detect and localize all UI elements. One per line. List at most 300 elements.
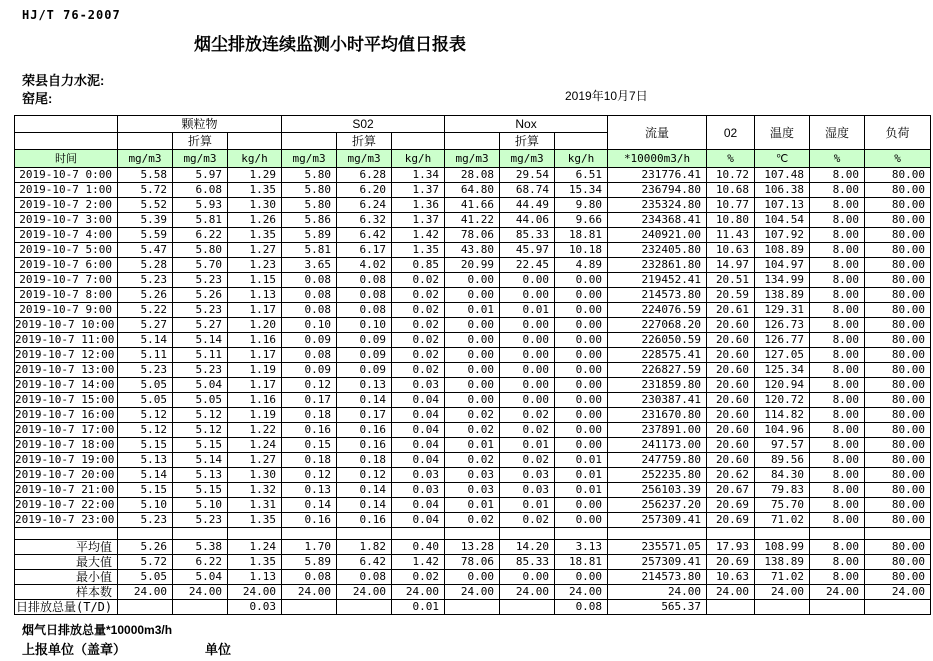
value-cell: 0.04 [392, 498, 445, 513]
value-cell: 0.01 [500, 303, 555, 318]
summary-value-cell: 8.00 [810, 540, 865, 555]
value-cell: 106.38 [755, 183, 810, 198]
value-cell: 0.15 [282, 438, 337, 453]
time-cell: 2019-10-7 20:00 [15, 468, 118, 483]
value-cell: 44.06 [500, 213, 555, 228]
empty-cell [707, 528, 755, 540]
value-cell: 0.02 [500, 423, 555, 438]
value-cell: 8.00 [810, 303, 865, 318]
time-cell: 2019-10-7 3:00 [15, 213, 118, 228]
summary-value-cell: 24.00 [173, 585, 228, 600]
time-cell: 2019-10-7 6:00 [15, 258, 118, 273]
table-row [15, 363, 931, 378]
value-cell: 20.62 [707, 468, 755, 483]
value-cell: 20.60 [707, 453, 755, 468]
summary-value-cell: 85.33 [500, 555, 555, 570]
value-cell: 0.01 [500, 438, 555, 453]
value-cell: 20.60 [707, 348, 755, 363]
summary-value-cell: 1.13 [228, 570, 282, 585]
value-cell: 235324.80 [608, 198, 707, 213]
empty-cell [755, 528, 810, 540]
value-cell: 8.00 [810, 258, 865, 273]
value-cell: 8.00 [810, 228, 865, 243]
value-cell: 15.34 [555, 183, 608, 198]
time-cell: 2019-10-7 16:00 [15, 408, 118, 423]
value-cell: 10.72 [707, 168, 755, 183]
value-cell: 80.00 [865, 348, 931, 363]
value-cell: 0.16 [337, 438, 392, 453]
table-row [15, 408, 931, 423]
value-cell: 0.18 [282, 453, 337, 468]
summary-value-cell: 6.42 [337, 555, 392, 570]
value-cell: 0.10 [282, 318, 337, 333]
value-cell: 80.00 [865, 378, 931, 393]
value-cell: 0.12 [337, 468, 392, 483]
value-cell: 0.16 [282, 513, 337, 528]
value-cell: 231776.41 [608, 168, 707, 183]
value-cell: 80.00 [865, 303, 931, 318]
value-cell: 20.69 [707, 513, 755, 528]
value-cell: 0.01 [555, 468, 608, 483]
value-cell: 0.00 [500, 363, 555, 378]
empty-cell [810, 528, 865, 540]
summary-label: 最小值 [15, 570, 118, 585]
value-cell: 1.13 [228, 288, 282, 303]
time-cell: 2019-10-7 15:00 [15, 393, 118, 408]
summary-value-cell [707, 600, 755, 615]
summary-value-cell: 24.00 [282, 585, 337, 600]
value-cell: 0.01 [445, 498, 500, 513]
value-cell: 0.02 [445, 408, 500, 423]
time-cell: 2019-10-7 14:00 [15, 378, 118, 393]
summary-value-cell: 8.00 [810, 555, 865, 570]
value-cell: 0.02 [500, 408, 555, 423]
value-cell: 8.00 [810, 288, 865, 303]
summary-value-cell: 0.08 [337, 570, 392, 585]
summary-value-cell: 214573.80 [608, 570, 707, 585]
summary-value-cell: 5.89 [282, 555, 337, 570]
value-cell: 5.12 [173, 408, 228, 423]
time-cell: 2019-10-7 8:00 [15, 288, 118, 303]
value-cell: 80.00 [865, 288, 931, 303]
value-cell: 5.05 [118, 378, 173, 393]
value-cell: 0.08 [282, 348, 337, 363]
value-cell: 0.00 [445, 378, 500, 393]
empty-cell [15, 528, 118, 540]
value-cell: 0.13 [282, 483, 337, 498]
summary-value-cell: 1.82 [337, 540, 392, 555]
value-cell: 1.30 [228, 468, 282, 483]
value-cell: 20.67 [707, 483, 755, 498]
time-cell: 2019-10-7 21:00 [15, 483, 118, 498]
value-cell: 0.00 [500, 333, 555, 348]
value-cell: 43.80 [445, 243, 500, 258]
value-cell: 134.99 [755, 273, 810, 288]
value-cell: 232861.80 [608, 258, 707, 273]
header-o2: 02 [707, 116, 755, 150]
unit-cell: % [707, 150, 755, 168]
unit-label: 单位 [205, 642, 232, 657]
value-cell: 1.17 [228, 348, 282, 363]
value-cell: 0.12 [282, 468, 337, 483]
summary-value-cell: 138.89 [755, 555, 810, 570]
summary-value-cell: 5.04 [173, 570, 228, 585]
empty-cell [282, 528, 337, 540]
value-cell: 0.16 [282, 423, 337, 438]
value-cell: 5.23 [173, 513, 228, 528]
summary-value-cell: 78.06 [445, 555, 500, 570]
value-cell: 20.60 [707, 333, 755, 348]
value-cell: 0.00 [555, 423, 608, 438]
value-cell: 0.00 [555, 438, 608, 453]
value-cell: 0.14 [337, 498, 392, 513]
time-cell: 2019-10-7 23:00 [15, 513, 118, 528]
value-cell: 20.60 [707, 393, 755, 408]
value-cell: 1.29 [228, 168, 282, 183]
value-cell: 68.74 [500, 183, 555, 198]
header-empty-cell [445, 133, 500, 150]
summary-row [15, 540, 931, 555]
value-cell: 5.15 [118, 438, 173, 453]
value-cell: 104.96 [755, 423, 810, 438]
summary-value-cell: 10.63 [707, 570, 755, 585]
station-name: 窑尾: [22, 91, 53, 106]
unit-cell: *10000m3/h [608, 150, 707, 168]
summary-value-cell: 24.00 [337, 585, 392, 600]
value-cell: 241173.00 [608, 438, 707, 453]
value-cell: 20.60 [707, 408, 755, 423]
value-cell: 14.97 [707, 258, 755, 273]
value-cell: 80.00 [865, 318, 931, 333]
table-row [15, 498, 931, 513]
value-cell: 5.26 [118, 288, 173, 303]
value-cell: 0.04 [392, 393, 445, 408]
value-cell: 1.32 [228, 483, 282, 498]
unit-cell: kg/h [228, 150, 282, 168]
time-cell: 2019-10-7 18:00 [15, 438, 118, 453]
summary-value-cell: 0.00 [555, 570, 608, 585]
value-cell: 80.00 [865, 453, 931, 468]
value-cell: 1.20 [228, 318, 282, 333]
summary-value-cell: 0.08 [282, 570, 337, 585]
value-cell: 0.00 [445, 333, 500, 348]
header-units-row [15, 150, 931, 168]
value-cell: 5.89 [282, 228, 337, 243]
value-cell: 80.00 [865, 333, 931, 348]
value-cell: 0.04 [392, 513, 445, 528]
summary-value-cell: 565.37 [608, 600, 707, 615]
value-cell: 224076.59 [608, 303, 707, 318]
value-cell: 0.17 [337, 408, 392, 423]
value-cell: 5.10 [173, 498, 228, 513]
value-cell: 8.00 [810, 378, 865, 393]
summary-value-cell: 14.20 [500, 540, 555, 555]
summary-value-cell: 18.81 [555, 555, 608, 570]
empty-cell [865, 528, 931, 540]
value-cell: 5.27 [118, 318, 173, 333]
value-cell: 107.48 [755, 168, 810, 183]
value-cell: 0.00 [555, 288, 608, 303]
time-cell: 2019-10-7 9:00 [15, 303, 118, 318]
unit-cell: kg/h [555, 150, 608, 168]
value-cell: 20.60 [707, 318, 755, 333]
value-cell: 20.60 [707, 438, 755, 453]
summary-value-cell: 80.00 [865, 555, 931, 570]
value-cell: 6.24 [337, 198, 392, 213]
summary-value-cell: 0.08 [555, 600, 608, 615]
header-converted-nox: 折算 [500, 133, 555, 150]
value-cell: 5.15 [173, 483, 228, 498]
value-cell: 1.35 [392, 243, 445, 258]
value-cell: 0.01 [500, 498, 555, 513]
value-cell: 226827.59 [608, 363, 707, 378]
value-cell: 5.80 [173, 243, 228, 258]
value-cell: 0.00 [445, 318, 500, 333]
value-cell: 8.00 [810, 243, 865, 258]
value-cell: 97.57 [755, 438, 810, 453]
summary-row [15, 585, 931, 600]
table-body [15, 168, 931, 615]
value-cell: 20.69 [707, 498, 755, 513]
table-row [15, 393, 931, 408]
header-group-nox: Nox [445, 116, 608, 133]
value-cell: 1.26 [228, 213, 282, 228]
value-cell: 0.02 [392, 333, 445, 348]
table-row [15, 213, 931, 228]
value-cell: 5.15 [173, 438, 228, 453]
report-table [14, 115, 931, 615]
value-cell: 0.00 [500, 318, 555, 333]
value-cell: 8.00 [810, 348, 865, 363]
value-cell: 0.02 [392, 318, 445, 333]
value-cell: 6.51 [555, 168, 608, 183]
time-cell: 2019-10-7 5:00 [15, 243, 118, 258]
value-cell: 45.97 [500, 243, 555, 258]
value-cell: 8.00 [810, 168, 865, 183]
value-cell: 114.82 [755, 408, 810, 423]
value-cell: 219452.41 [608, 273, 707, 288]
value-cell: 80.00 [865, 363, 931, 378]
summary-value-cell: 24.00 [707, 585, 755, 600]
value-cell: 5.15 [118, 483, 173, 498]
separator-row [15, 528, 931, 540]
summary-value-cell [445, 600, 500, 615]
value-cell: 75.70 [755, 498, 810, 513]
value-cell: 5.58 [118, 168, 173, 183]
table-row [15, 423, 931, 438]
summary-value-cell: 24.00 [608, 585, 707, 600]
value-cell: 107.13 [755, 198, 810, 213]
value-cell: 126.77 [755, 333, 810, 348]
summary-row [15, 570, 931, 585]
value-cell: 5.59 [118, 228, 173, 243]
value-cell: 5.23 [118, 363, 173, 378]
value-cell: 10.18 [555, 243, 608, 258]
value-cell: 6.17 [337, 243, 392, 258]
value-cell: 0.00 [445, 288, 500, 303]
value-cell: 0.02 [392, 303, 445, 318]
flue-gas-total-note: 烟气日排放总量*10000m3/h [22, 623, 173, 637]
value-cell: 0.02 [445, 453, 500, 468]
value-cell: 1.17 [228, 303, 282, 318]
value-cell: 18.81 [555, 228, 608, 243]
value-cell: 8.00 [810, 513, 865, 528]
value-cell: 80.00 [865, 183, 931, 198]
summary-value-cell [810, 600, 865, 615]
value-cell: 5.28 [118, 258, 173, 273]
value-cell: 20.60 [707, 378, 755, 393]
value-cell: 8.00 [810, 363, 865, 378]
value-cell: 0.02 [500, 513, 555, 528]
value-cell: 1.42 [392, 228, 445, 243]
value-cell: 5.81 [173, 213, 228, 228]
header-converted-so2: 折算 [337, 133, 392, 150]
value-cell: 1.24 [228, 438, 282, 453]
value-cell: 85.33 [500, 228, 555, 243]
value-cell: 1.34 [392, 168, 445, 183]
value-cell: 0.09 [282, 333, 337, 348]
value-cell: 5.97 [173, 168, 228, 183]
value-cell: 64.80 [445, 183, 500, 198]
value-cell: 5.12 [118, 423, 173, 438]
summary-value-cell: 1.35 [228, 555, 282, 570]
summary-value-cell: 80.00 [865, 540, 931, 555]
value-cell: 0.08 [282, 288, 337, 303]
header-humidity: 湿度 [810, 116, 865, 150]
summary-label: 最大值 [15, 555, 118, 570]
value-cell: 8.00 [810, 438, 865, 453]
value-cell: 0.04 [392, 408, 445, 423]
value-cell: 1.19 [228, 408, 282, 423]
value-cell: 8.00 [810, 198, 865, 213]
summary-value-cell: 3.13 [555, 540, 608, 555]
value-cell: 256103.39 [608, 483, 707, 498]
value-cell: 8.00 [810, 333, 865, 348]
table-row [15, 438, 931, 453]
value-cell: 0.08 [282, 303, 337, 318]
summary-value-cell: 0.00 [445, 570, 500, 585]
value-cell: 0.01 [555, 483, 608, 498]
value-cell: 71.02 [755, 513, 810, 528]
summary-value-cell: 0.02 [392, 570, 445, 585]
value-cell: 6.42 [337, 228, 392, 243]
reporting-unit-label: 上报单位（盖章） [22, 642, 127, 657]
time-cell: 2019-10-7 2:00 [15, 198, 118, 213]
value-cell: 0.03 [392, 468, 445, 483]
value-cell: 231859.80 [608, 378, 707, 393]
value-cell: 5.13 [173, 468, 228, 483]
summary-value-cell: 257309.41 [608, 555, 707, 570]
value-cell: 0.00 [500, 348, 555, 363]
time-cell: 2019-10-7 17:00 [15, 423, 118, 438]
summary-label: 样本数 [15, 585, 118, 600]
value-cell: 127.05 [755, 348, 810, 363]
value-cell: 228575.41 [608, 348, 707, 363]
value-cell: 0.00 [445, 363, 500, 378]
value-cell: 240921.00 [608, 228, 707, 243]
value-cell: 20.59 [707, 288, 755, 303]
empty-cell [392, 528, 445, 540]
header-empty-cell [15, 133, 118, 150]
summary-value-cell: 0.03 [228, 600, 282, 615]
summary-value-cell: 13.28 [445, 540, 500, 555]
empty-cell [500, 528, 555, 540]
value-cell: 0.00 [500, 288, 555, 303]
value-cell: 80.00 [865, 228, 931, 243]
value-cell: 0.17 [282, 393, 337, 408]
summary-row [15, 600, 931, 615]
value-cell: 0.12 [282, 378, 337, 393]
value-cell: 0.02 [445, 513, 500, 528]
value-cell: 0.02 [500, 453, 555, 468]
value-cell: 80.00 [865, 273, 931, 288]
value-cell: 5.80 [282, 198, 337, 213]
summary-value-cell [173, 600, 228, 615]
value-cell: 22.45 [500, 258, 555, 273]
value-cell: 1.15 [228, 273, 282, 288]
summary-value-cell [118, 600, 173, 615]
summary-value-cell: 5.72 [118, 555, 173, 570]
empty-cell [118, 528, 173, 540]
summary-value-cell [755, 600, 810, 615]
table-row [15, 168, 931, 183]
value-cell: 4.89 [555, 258, 608, 273]
value-cell: 0.00 [555, 318, 608, 333]
value-cell: 5.23 [173, 303, 228, 318]
time-cell: 2019-10-7 22:00 [15, 498, 118, 513]
summary-value-cell: 1.70 [282, 540, 337, 555]
value-cell: 5.70 [173, 258, 228, 273]
value-cell: 78.06 [445, 228, 500, 243]
value-cell: 10.77 [707, 198, 755, 213]
unit-cell: mg/m3 [500, 150, 555, 168]
header-group-row [15, 116, 931, 133]
value-cell: 0.09 [337, 363, 392, 378]
value-cell: 80.00 [865, 513, 931, 528]
value-cell: 80.00 [865, 243, 931, 258]
company-name: 荣县自力水泥: [22, 73, 105, 88]
unit-cell: % [810, 150, 865, 168]
value-cell: 0.02 [392, 273, 445, 288]
value-cell: 0.00 [555, 363, 608, 378]
value-cell: 0.03 [500, 468, 555, 483]
value-cell: 1.16 [228, 333, 282, 348]
time-cell: 2019-10-7 4:00 [15, 228, 118, 243]
value-cell: 0.08 [337, 288, 392, 303]
time-cell: 2019-10-7 19:00 [15, 453, 118, 468]
value-cell: 226050.59 [608, 333, 707, 348]
value-cell: 5.14 [173, 333, 228, 348]
value-cell: 0.01 [555, 453, 608, 468]
value-cell: 1.31 [228, 498, 282, 513]
value-cell: 1.22 [228, 423, 282, 438]
value-cell: 8.00 [810, 483, 865, 498]
table-row [15, 453, 931, 468]
value-cell: 230387.41 [608, 393, 707, 408]
value-cell: 80.00 [865, 393, 931, 408]
value-cell: 0.16 [337, 423, 392, 438]
page-title: 烟尘排放连续监测小时平均值日报表 [194, 35, 466, 54]
value-cell: 0.04 [392, 453, 445, 468]
value-cell: 0.09 [282, 363, 337, 378]
summary-value-cell [865, 600, 931, 615]
value-cell: 0.00 [445, 348, 500, 363]
value-cell: 8.00 [810, 423, 865, 438]
value-cell: 80.00 [865, 468, 931, 483]
table-row [15, 468, 931, 483]
summary-value-cell: 24.00 [228, 585, 282, 600]
value-cell: 0.01 [445, 303, 500, 318]
